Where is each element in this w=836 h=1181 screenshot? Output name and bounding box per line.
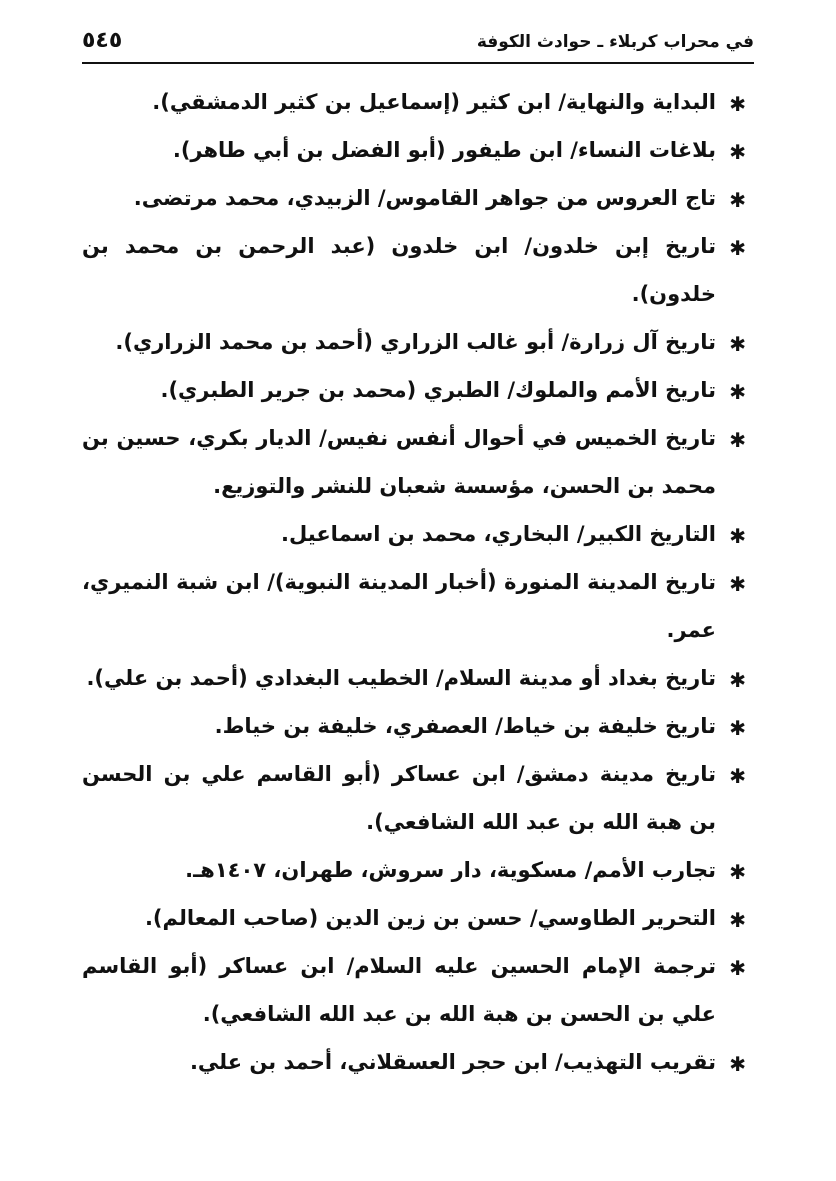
entry-text: تاريخ خليفة بن خياط/ العصفري، خليفة بن خياط. xyxy=(214,714,716,738)
bibliography-entry xyxy=(82,894,746,942)
bibliography-entry xyxy=(82,366,746,414)
asterisk-bullet-icon: ✱ xyxy=(729,188,746,212)
entry-text: ترجمة الإمام الحسين عليه السلام/ ابن عساكر (أبو القاسم علي بن الحسن بن هبة الله بن عبد الله الشافعي). xyxy=(82,954,716,1026)
bibliography-entry xyxy=(82,126,746,174)
asterisk-bullet-icon: ✱ xyxy=(729,1052,746,1076)
asterisk-bullet-icon: ✱ xyxy=(729,956,746,980)
entry-text: تاريخ الأمم والملوك/ الطبري (محمد بن جرير الطبري). xyxy=(160,378,716,402)
entry-text: تاريخ بغداد أو مدينة السلام/ الخطيب البغدادي (أحمد بن علي). xyxy=(86,666,716,690)
entry-text: تقريب التهذيب/ ابن حجر العسقلاني، أحمد بن علي. xyxy=(189,1050,716,1074)
bibliography-entry xyxy=(82,1038,746,1086)
asterisk-bullet-icon: ✱ xyxy=(729,860,746,884)
entry-text: تجارب الأمم/ مسكوية، دار سروش، طهران، ١٤٠٧هـ. xyxy=(185,858,716,882)
bibliography-entry xyxy=(82,750,746,846)
bibliography-entry xyxy=(82,78,746,126)
entry-text: تاج العروس من جواهر القاموس/ الزبيدي، محمد مرتضى. xyxy=(133,186,716,210)
page-number: ٥٤٥ xyxy=(82,28,123,53)
entry-text: التاريخ الكبير/ البخاري، محمد بن اسماعيل. xyxy=(281,522,716,546)
bibliography-entry xyxy=(82,846,746,894)
asterisk-bullet-icon: ✱ xyxy=(729,332,746,356)
bibliography-entry xyxy=(82,558,746,654)
entry-text: تاريخ آل زرارة/ أبو غالب الزراري (أحمد بن محمد الزراري). xyxy=(115,330,716,354)
entry-text: التحرير الطاوسي/ حسن بن زين الدين (صاحب المعالم). xyxy=(144,906,716,930)
entry-text: بلاغات النساء/ ابن طيفور (أبو الفضل بن أبي طاهر). xyxy=(172,138,716,162)
page-header xyxy=(82,22,754,64)
asterisk-bullet-icon: ✱ xyxy=(729,380,746,404)
asterisk-bullet-icon: ✱ xyxy=(729,764,746,788)
bibliography-entry xyxy=(82,510,746,558)
bibliography-entry xyxy=(82,174,746,222)
bibliography-entry xyxy=(82,702,746,750)
asterisk-bullet-icon: ✱ xyxy=(729,140,746,164)
asterisk-bullet-icon: ✱ xyxy=(729,668,746,692)
asterisk-bullet-icon: ✱ xyxy=(729,428,746,452)
asterisk-bullet-icon: ✱ xyxy=(729,908,746,932)
asterisk-bullet-icon: ✱ xyxy=(729,92,746,116)
asterisk-bullet-icon: ✱ xyxy=(729,716,746,740)
entry-text: تاريخ المدينة المنورة (أخبار المدينة النبوية)/ ابن شبة النميري، عمر. xyxy=(82,570,716,642)
bibliography-entry xyxy=(82,414,746,510)
bibliography-entry xyxy=(82,942,746,1038)
bibliography-list xyxy=(82,78,746,1086)
entry-text: تاريخ مدينة دمشق/ ابن عساكر (أبو القاسم علي بن الحسن بن هبة الله بن عبد الله الشافعي). xyxy=(82,762,716,834)
entry-text: تاريخ الخميس في أحوال أنفس نفيس/ الديار بكري، حسين بن محمد بن الحسن، مؤسسة شعبان للنشر والتوزيع. xyxy=(82,426,716,498)
asterisk-bullet-icon: ✱ xyxy=(729,572,746,596)
entry-text: تاريخ إبن خلدون/ ابن خلدون (عبد الرحمن بن محمد بن خلدون). xyxy=(82,234,716,306)
bibliography-entry xyxy=(82,222,746,318)
running-title: في محراب كربلاء ـ حوادث الكوفة xyxy=(476,32,754,52)
asterisk-bullet-icon: ✱ xyxy=(729,524,746,548)
bibliography-entry xyxy=(82,318,746,366)
entry-text: البداية والنهاية/ ابن كثير (إسماعيل بن كثير الدمشقي). xyxy=(152,90,716,114)
asterisk-bullet-icon: ✱ xyxy=(729,236,746,260)
bibliography-entry xyxy=(82,654,746,702)
